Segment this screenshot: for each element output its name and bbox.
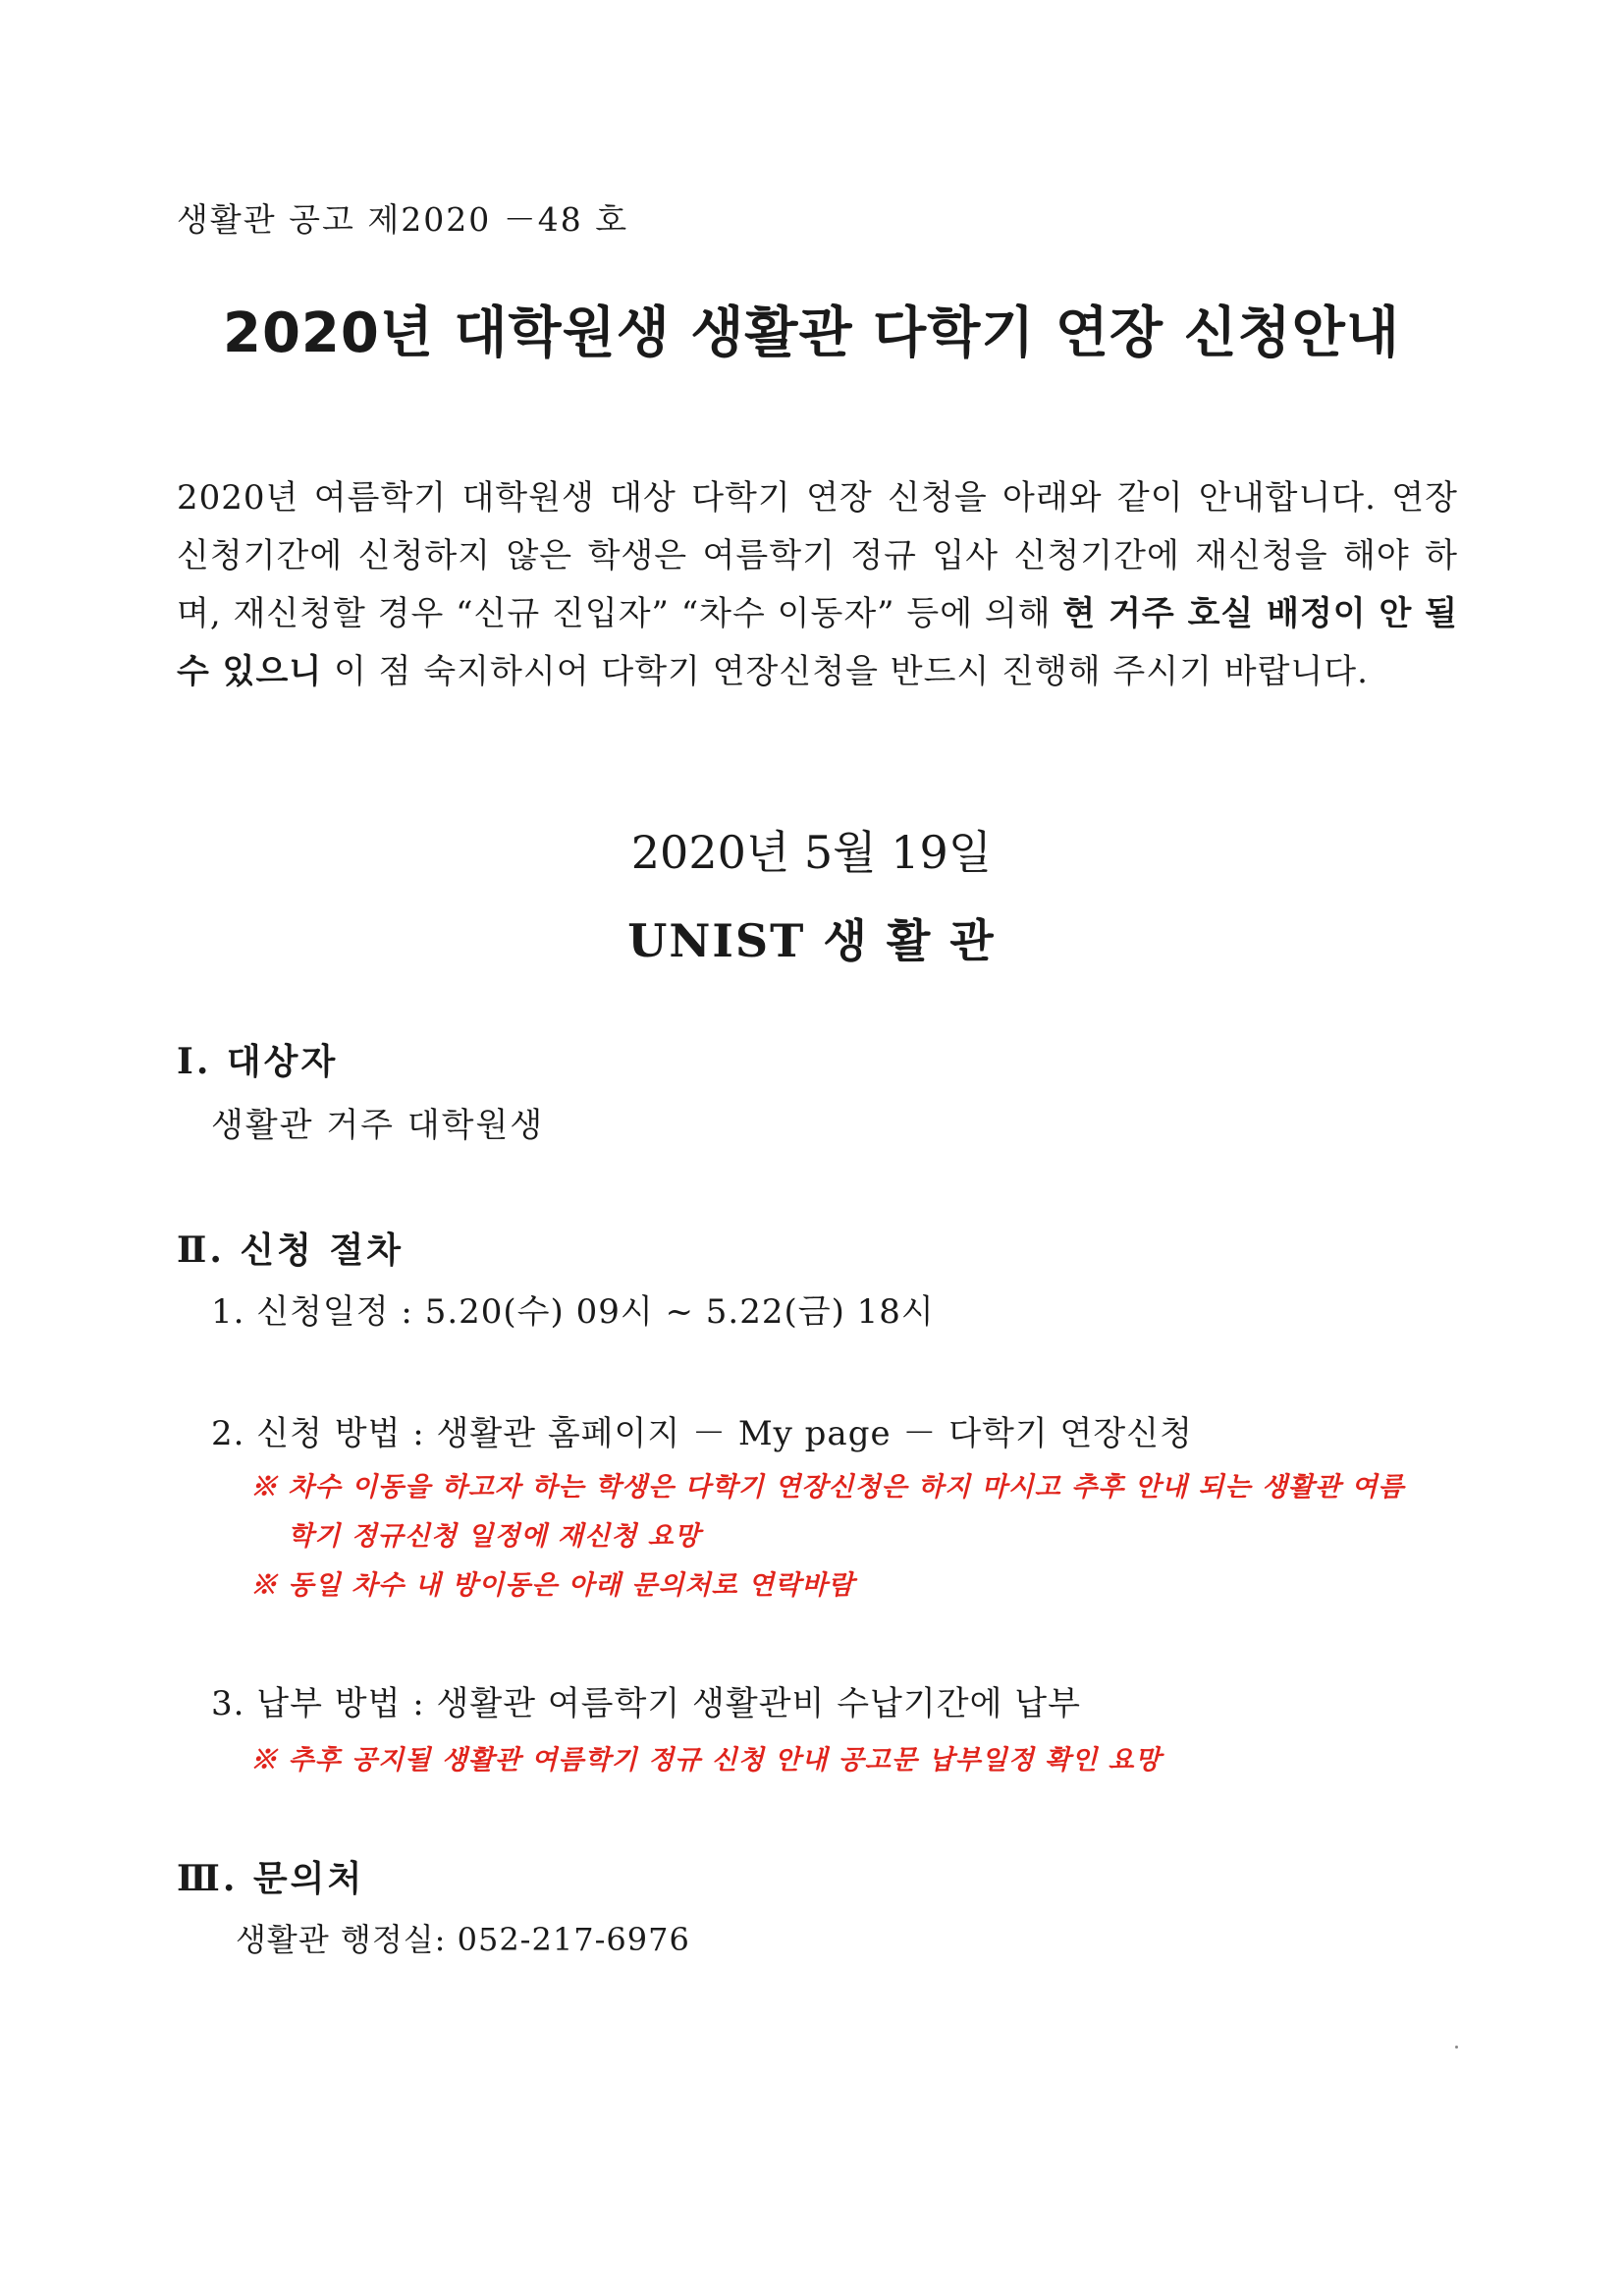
- section2-heading: Ⅱ. 신청 절차: [177, 1230, 405, 1271]
- step2-note2: ※ 동일 차수 내 방이동은 아래 문의처로 연락바람: [250, 1570, 855, 1601]
- section1-heading: Ⅰ. 대상자: [177, 1041, 339, 1082]
- document-title: 2020년 대학원생 생활관 다학기 연장 신청안내: [223, 301, 1400, 365]
- notice-number: 생활관 공고 제2020 －48 호: [177, 200, 629, 239]
- step3-note: ※ 추후 공지될 생활관 여름학기 정규 신청 안내 공고문 납부일정 확인 요망: [250, 1745, 1162, 1776]
- intro-paragraph: [177, 469, 1458, 701]
- scan-speck: [1455, 2046, 1458, 2049]
- step2-note1-line1: ※ 차수 이동을 하고자 하는 학생은 다학기 연장신청은 하지 마시고 추후 안내 되는 생활관 여름: [250, 1472, 1405, 1503]
- section3-heading: Ⅲ. 문의처: [177, 1858, 365, 1899]
- contact-info: 생활관 행정실: 052-217-6976: [236, 1921, 690, 1958]
- step1-schedule: 1. 신청일정 : 5.20(수) 09시 ~ 5.22(금) 18시: [211, 1292, 935, 1332]
- intro-bold-warning: 현 거주 호실 배정이 안 될 수 있으니: [177, 594, 1458, 691]
- step2-method: 2. 신청 방법 : 생활관 홈페이지 － My page － 다학기 연장신청: [211, 1414, 1193, 1453]
- intro-text-part2: 이 점 숙지하시어 다학기 연장신청을 반드시 진행해 주시기 바랍니다.: [322, 652, 1369, 691]
- intro-text-part1: 2020년 여름학기 대학원생 대상 다학기 연장 신청을 아래와 같이 안내합니다. 연장 신청기간에 신청하지 않은 학생은 여름학기 정규 입사 신청기간에 재신청을 해야 하며, 재신청할 경우 “신규 진입자” “차수 이동자” 등에 의해: [177, 478, 1458, 633]
- section1-body: 생활관 거주 대학원생: [211, 1106, 545, 1145]
- step2-note1: [250, 1463, 1468, 1561]
- notice-date: 2020년 5월 19일: [630, 826, 993, 879]
- step2-note1-line2: 학기 정규신청 일정에 재신청 요망: [288, 1521, 701, 1552]
- step3-payment: 3. 납부 방법 : 생활관 여름학기 생활관비 수납기간에 납부: [211, 1684, 1081, 1723]
- organization-name: UNIST 생 활 관: [627, 914, 996, 967]
